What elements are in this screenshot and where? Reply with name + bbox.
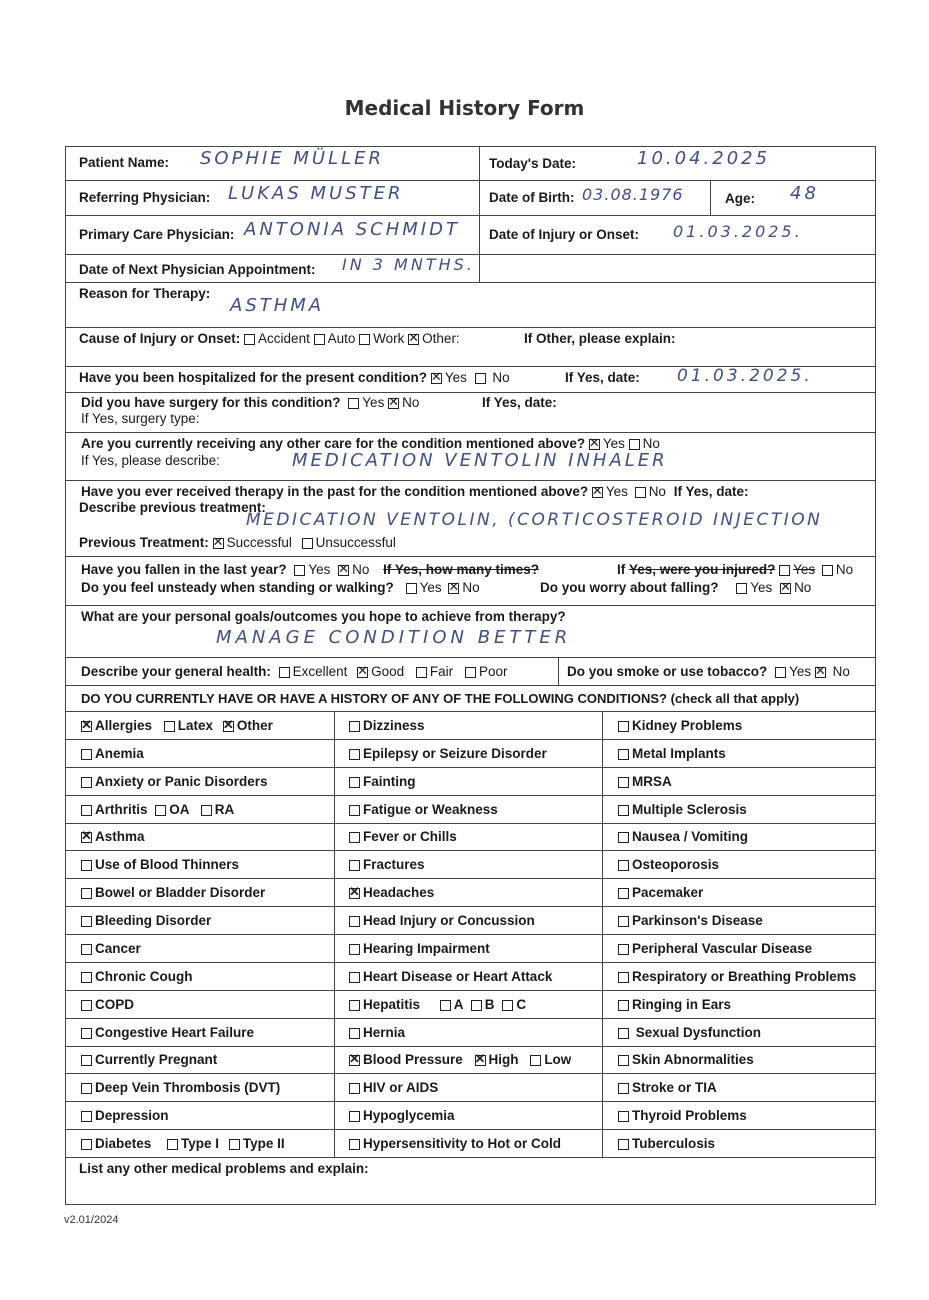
patient-name-value[interactable]: SOPHIE MÜLLER <box>200 148 385 169</box>
cancer-checkbox[interactable] <box>81 944 92 955</box>
hearing-checkbox[interactable] <box>349 944 360 955</box>
condition-pregnant: Currently Pregnant <box>81 1052 217 1067</box>
hepatitis-checkbox[interactable] <box>349 1000 360 1011</box>
condition-parkinsons: Parkinson's Disease <box>618 913 763 928</box>
auto-checkbox[interactable] <box>314 334 325 345</box>
worry-yes-label: Yes <box>750 580 773 595</box>
condition-respiratory: Respiratory or Breathing Problems <box>618 969 856 984</box>
pregnant-checkbox[interactable] <box>81 1055 92 1066</box>
other-cause-option: Other: <box>422 331 460 346</box>
goals-question: What are your personal goals/outcomes you hope to achieve from therapy? <box>81 609 566 624</box>
thyroid-checkbox[interactable] <box>618 1111 629 1122</box>
past-yes-label: Yes <box>605 484 628 499</box>
condition-osteoporosis: Osteoporosis <box>618 857 719 872</box>
worry-question: Do you worry about falling? <box>540 580 719 595</box>
cause-row <box>79 331 460 346</box>
successful-label: Successful <box>226 535 292 550</box>
condition-nausea: Nausea / Vomiting <box>618 829 748 844</box>
condition-fever: Fever or Chills <box>349 829 457 844</box>
condition-arthritis: Arthritis OA RA <box>81 802 234 817</box>
hypersensitivity-checkbox[interactable] <box>349 1139 360 1150</box>
surgery-row <box>81 395 419 410</box>
unsteady-no-label: No <box>462 580 480 595</box>
condition-anxiety: Anxiety or Panic Disorders <box>81 774 268 789</box>
auto-option: Auto <box>327 331 356 346</box>
condition-asthma: ✕Asthma <box>81 829 145 844</box>
condition-sexual-dysfunction: Sexual Dysfunction <box>618 1025 761 1040</box>
surgery-no-label: No <box>402 395 420 410</box>
next-appt-label: Date of Next Physician Appointment: <box>79 262 316 277</box>
mrsa-checkbox[interactable] <box>618 777 629 788</box>
age-label: Age: <box>725 191 755 206</box>
fallen-no-label: No <box>352 562 370 577</box>
care-describe-label: If Yes, please describe: <box>81 453 220 468</box>
injured-label: Yes, were you injured? <box>629 562 776 577</box>
smoke-no-label: No <box>832 664 850 679</box>
tuberculosis-checkbox[interactable] <box>618 1139 629 1150</box>
condition-blood-pressure: ✕Blood Pressure ✕ High Low <box>349 1052 571 1067</box>
hospitalized-yes-checkbox[interactable] <box>431 373 442 384</box>
condition-bowel: Bowel or Bladder Disorder <box>81 885 265 900</box>
condition-diabetes: Diabetes Type I Type II <box>81 1136 285 1151</box>
health-row <box>81 664 507 679</box>
condition-hearing: Hearing Impairment <box>349 941 490 956</box>
past-row <box>81 484 749 499</box>
past-describe-value[interactable]: MEDICATION VENTOLIN, (CORTICOSTEROID INJECTION <box>246 510 823 530</box>
type1-checkbox[interactable] <box>167 1139 178 1150</box>
fair-label: Fair <box>429 664 454 679</box>
injured-prefix: If <box>617 562 626 577</box>
surgery-question: Did you have surgery for this condition? <box>81 395 341 410</box>
worry-row <box>540 580 811 595</box>
poor-label: Poor <box>478 664 508 679</box>
condition-metal-implants: Metal Implants <box>618 746 726 761</box>
pacemaker-checkbox[interactable] <box>618 888 629 899</box>
injured-yes-label: Yes <box>793 562 816 577</box>
bleeding-checkbox[interactable] <box>81 916 92 927</box>
unsteady-no-checkbox[interactable] <box>448 583 459 594</box>
hospitalized-no-checkbox[interactable] <box>475 373 486 384</box>
bowel-checkbox[interactable] <box>81 888 92 899</box>
type2-checkbox[interactable] <box>229 1139 240 1150</box>
reason-label: Reason for Therapy: <box>79 286 211 301</box>
care-describe-value[interactable]: MEDICATION VENTOLIN INHALER <box>292 450 668 471</box>
surgery-yes-checkbox[interactable] <box>348 398 359 409</box>
condition-fractures: Fractures <box>349 857 425 872</box>
past-describe-label: Describe previous treatment: <box>79 500 266 515</box>
condition-thyroid: Thyroid Problems <box>618 1108 747 1123</box>
age-value[interactable]: 48 <box>790 183 819 204</box>
other-cause-checkbox[interactable] <box>408 334 419 345</box>
chronic-cough-checkbox[interactable] <box>81 972 92 983</box>
ringing-ears-checkbox[interactable] <box>618 1000 629 1011</box>
unsteady-yes-label: Yes <box>419 580 442 595</box>
allergy-other-checkbox[interactable] <box>223 721 234 732</box>
condition-bleeding: Bleeding Disorder <box>81 913 211 928</box>
referring-physician-label: Referring Physician: <box>79 190 211 205</box>
chf-checkbox[interactable] <box>81 1028 92 1039</box>
allergies-checkbox[interactable] <box>81 721 92 732</box>
condition-allergies: ✕Allergies Latex ✕ Other <box>81 718 273 733</box>
todays-date-value[interactable]: 10.04.2025 <box>637 148 771 169</box>
worry-yes-checkbox[interactable] <box>736 583 747 594</box>
care-no-checkbox[interactable] <box>629 439 640 450</box>
fair-checkbox[interactable] <box>416 667 427 678</box>
successful-checkbox[interactable] <box>213 538 224 549</box>
condition-chronic-cough: Chronic Cough <box>81 969 193 984</box>
metal-implants-checkbox[interactable] <box>618 749 629 760</box>
condition-kidney: Kidney Problems <box>618 718 742 733</box>
cause-label: Cause of Injury or Onset: <box>79 331 241 346</box>
condition-fainting: Fainting <box>349 774 416 789</box>
unsteady-yes-checkbox[interactable] <box>406 583 417 594</box>
other-explain-label: If Other, please explain: <box>524 331 676 346</box>
condition-copd: COPD <box>81 997 134 1012</box>
condition-pacemaker: Pacemaker <box>618 885 703 900</box>
condition-ms: Multiple Sclerosis <box>618 802 747 817</box>
ra-checkbox[interactable] <box>201 805 212 816</box>
hypoglycemia-checkbox[interactable] <box>349 1111 360 1122</box>
epilepsy-checkbox[interactable] <box>349 749 360 760</box>
reason-value[interactable]: ASTHMA <box>230 295 325 316</box>
dizziness-checkbox[interactable] <box>349 721 360 732</box>
bp-low-checkbox[interactable] <box>530 1055 541 1066</box>
unsteady-row <box>81 580 480 595</box>
condition-hypoglycemia: Hypoglycemia <box>349 1108 455 1123</box>
sexual-dysfunction-checkbox[interactable] <box>618 1028 629 1039</box>
care-yes-checkbox[interactable] <box>589 439 600 450</box>
condition-skin: Skin Abnormalities <box>618 1052 754 1067</box>
hospitalized-row <box>79 370 510 385</box>
condition-hiv: HIV or AIDS <box>349 1080 438 1095</box>
smoke-no-checkbox[interactable] <box>815 667 826 678</box>
past-no-checkbox[interactable] <box>635 487 646 498</box>
hep-b-checkbox[interactable] <box>471 1000 482 1011</box>
fallen-row <box>81 562 539 577</box>
anemia-checkbox[interactable] <box>81 749 92 760</box>
condition-headaches: ✕Headaches <box>349 885 434 900</box>
arthritis-checkbox[interactable] <box>81 805 92 816</box>
respiratory-checkbox[interactable] <box>618 972 629 983</box>
smoke-question: Do you smoke or use tobacco? <box>567 664 768 679</box>
fainting-checkbox[interactable] <box>349 777 360 788</box>
previous-treatment-row <box>79 535 396 550</box>
past-date-label: If Yes, date: <box>673 484 749 499</box>
hospitalized-date-value[interactable]: 01.03.2025. <box>677 366 813 386</box>
condition-head-injury: Head Injury or Concussion <box>349 913 535 928</box>
next-appt-value[interactable]: IN 3 MNTHS. <box>342 255 475 274</box>
how-many-times-label: If Yes, how many times? <box>383 562 539 577</box>
bp-high-checkbox[interactable] <box>475 1055 486 1066</box>
pcp-value[interactable]: ANTONIA SCHMIDT <box>244 219 460 240</box>
hospitalized-yes-label: Yes <box>444 370 467 385</box>
condition-dizziness: Dizziness <box>349 718 425 733</box>
surgery-date-label: If Yes, date: <box>482 395 557 410</box>
diabetes-checkbox[interactable] <box>81 1139 92 1150</box>
anxiety-checkbox[interactable] <box>81 777 92 788</box>
condition-chf: Congestive Heart Failure <box>81 1025 254 1040</box>
accident-checkbox[interactable] <box>244 334 255 345</box>
pvd-checkbox[interactable] <box>618 944 629 955</box>
injury-date-value[interactable]: 01.03.2025. <box>673 222 803 241</box>
hospitalized-no-label: No <box>492 370 510 385</box>
unsuccessful-checkbox[interactable] <box>302 538 313 549</box>
condition-ringing-ears: Ringing in Ears <box>618 997 731 1012</box>
headaches-checkbox[interactable] <box>349 888 360 899</box>
hospitalized-date-label: If Yes, date: <box>565 370 640 385</box>
past-no-label: No <box>648 484 666 499</box>
work-option: Work <box>373 331 405 346</box>
excellent-label: Excellent <box>292 664 348 679</box>
oa-checkbox[interactable] <box>155 805 166 816</box>
accident-option: Accident <box>258 331 310 346</box>
condition-cancer: Cancer <box>81 941 141 956</box>
work-checkbox[interactable] <box>359 334 370 345</box>
todays-date-label: Today's Date: <box>489 156 576 171</box>
good-label: Good <box>371 664 405 679</box>
kidney-checkbox[interactable] <box>618 721 629 732</box>
smoke-yes-checkbox[interactable] <box>775 667 786 678</box>
injured-yes-checkbox[interactable] <box>779 565 790 576</box>
dob-label: Date of Birth: <box>489 190 575 205</box>
condition-hypersensitivity: Hypersensitivity to Hot or Cold <box>349 1136 561 1151</box>
latex-checkbox[interactable] <box>164 721 175 732</box>
care-yes-label: Yes <box>602 436 625 451</box>
care-question: Are you currently receiving any other care for the condition mentioned above? <box>81 436 586 451</box>
previous-treatment-label: Previous Treatment: <box>79 535 209 550</box>
poor-checkbox[interactable] <box>465 667 476 678</box>
fallen-no-checkbox[interactable] <box>338 565 349 576</box>
injury-date-label: Date of Injury or Onset: <box>489 227 640 242</box>
fallen-yes-label: Yes <box>308 562 331 577</box>
other-problems-label: List any other medical problems and explain: <box>79 1161 369 1176</box>
surgery-yes-label: Yes <box>362 395 385 410</box>
fallen-question: Have you fallen in the last year? <box>81 562 287 577</box>
condition-blood-thinners: Use of Blood Thinners <box>81 857 239 872</box>
dob-value[interactable]: 03.08.1976 <box>582 185 684 204</box>
conditions-header: DO YOU CURRENTLY HAVE OR HAVE A HISTORY OF ANY OF THE FOLLOWING CONDITIONS? (check all that apply) <box>81 691 800 706</box>
condition-hepatitis: Hepatitis A B C <box>349 997 526 1012</box>
pcp-label: Primary Care Physician: <box>79 227 235 242</box>
hep-a-checkbox[interactable] <box>440 1000 451 1011</box>
goals-answer[interactable]: MANAGE CONDITION BETTER <box>216 627 572 648</box>
condition-hernia: Hernia <box>349 1025 405 1040</box>
hiv-checkbox[interactable] <box>349 1083 360 1094</box>
good-checkbox[interactable] <box>357 667 368 678</box>
surgery-type-label: If Yes, surgery type: <box>81 411 200 426</box>
ms-checkbox[interactable] <box>618 805 629 816</box>
skin-checkbox[interactable] <box>618 1055 629 1066</box>
blood-pressure-checkbox[interactable] <box>349 1055 360 1066</box>
hernia-checkbox[interactable] <box>349 1028 360 1039</box>
excellent-checkbox[interactable] <box>279 667 290 678</box>
worry-no-label: No <box>794 580 812 595</box>
condition-tuberculosis: Tuberculosis <box>618 1136 715 1151</box>
surgery-no-checkbox[interactable] <box>388 398 399 409</box>
copd-checkbox[interactable] <box>81 1000 92 1011</box>
fallen-yes-checkbox[interactable] <box>294 565 305 576</box>
condition-stroke: Stroke or TIA <box>618 1080 717 1095</box>
unsuccessful-label: Unsuccessful <box>315 535 396 550</box>
depression-checkbox[interactable] <box>81 1111 92 1122</box>
heart-disease-checkbox[interactable] <box>349 972 360 983</box>
unsteady-question: Do you feel unsteady when standing or walking? <box>81 580 394 595</box>
referring-physician-value[interactable]: LUKAS MUSTER <box>228 183 404 204</box>
injured-no-checkbox[interactable] <box>822 565 833 576</box>
injured-no-label: No <box>835 562 854 577</box>
hospitalized-question: Have you been hospitalized for the present condition? <box>79 370 428 385</box>
osteoporosis-checkbox[interactable] <box>618 860 629 871</box>
head-injury-checkbox[interactable] <box>349 916 360 927</box>
fatigue-checkbox[interactable] <box>349 805 360 816</box>
condition-pvd: Peripheral Vascular Disease <box>618 941 812 956</box>
condition-mrsa: MRSA <box>618 774 672 789</box>
condition-anemia: Anemia <box>81 746 144 761</box>
nausea-checkbox[interactable] <box>618 832 629 843</box>
other-problems-field[interactable] <box>66 1178 875 1204</box>
injured-row <box>617 562 853 577</box>
fractures-checkbox[interactable] <box>349 860 360 871</box>
blood-thinners-checkbox[interactable] <box>81 860 92 871</box>
dvt-checkbox[interactable] <box>81 1083 92 1094</box>
care-row <box>81 436 660 451</box>
condition-dvt: Deep Vein Thrombosis (DVT) <box>81 1080 280 1095</box>
asthma-checkbox[interactable] <box>81 832 92 843</box>
parkinsons-checkbox[interactable] <box>618 916 629 927</box>
condition-depression: Depression <box>81 1108 169 1123</box>
condition-epilepsy: Epilepsy or Seizure Disorder <box>349 746 547 761</box>
smoke-row <box>567 664 850 679</box>
past-question: Have you ever received therapy in the past for the condition mentioned above? <box>81 484 589 499</box>
form-title: Medical History Form <box>344 96 585 120</box>
patient-name-label: Patient Name: <box>79 155 170 170</box>
care-no-label: No <box>642 436 660 451</box>
stroke-checkbox[interactable] <box>618 1083 629 1094</box>
version-label: v2.01/2024 <box>64 1214 119 1226</box>
past-yes-checkbox[interactable] <box>592 487 603 498</box>
hep-c-checkbox[interactable] <box>502 1000 513 1011</box>
condition-heart-disease: Heart Disease or Heart Attack <box>349 969 552 984</box>
condition-fatigue: Fatigue or Weakness <box>349 802 498 817</box>
health-label: Describe your general health: <box>81 664 271 679</box>
worry-no-checkbox[interactable] <box>780 583 791 594</box>
smoke-yes-label: Yes <box>789 664 812 679</box>
fever-checkbox[interactable] <box>349 832 360 843</box>
